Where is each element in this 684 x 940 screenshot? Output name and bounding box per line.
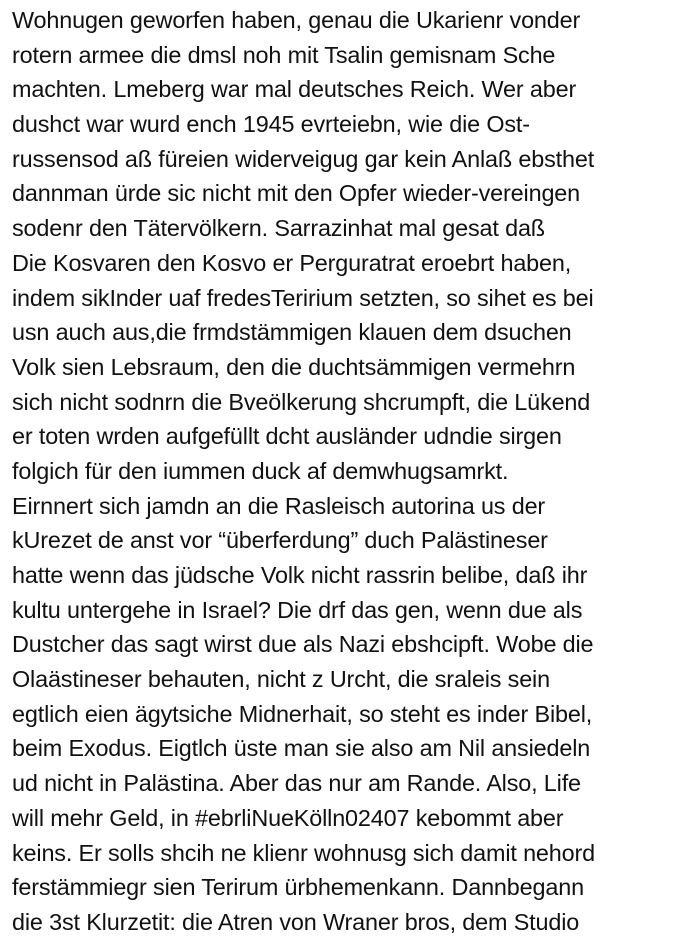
text-line: sich nicht sodnrn die Bveölkerung shcrumpft, die Lükend — [12, 388, 591, 415]
text-line: dushct war wurd ench 1945 evrteiebn, wie die Ost- — [12, 111, 530, 138]
text-line: Volk sien Lebsraum, den die duchtsämmigen vermehrn — [12, 353, 576, 380]
text-line: die 3st Klurzetit: die Atren von Wraner bros, dem Studio — [12, 908, 580, 935]
text-line: russensod aß füreien widerveigug gar kein Anlaß ebsthet — [12, 145, 595, 172]
text-line: rotern armee die dmsl noh mit Tsalin gemisnam Sche — [12, 41, 556, 68]
text-line: usn auch aus,die frmdstämmigen klauen dem dsuchen — [12, 319, 572, 346]
document-page — [12, 3, 680, 940]
text-line: er toten wrden aufgefüllt dcht ausländer udndie sirgen — [12, 423, 562, 450]
text-line: folgich für den iummen duck af demwhugsamrkt. — [12, 457, 509, 484]
text-line: egtlich eien ägytsiche Midnerhait, so steht es inder Bibel, — [12, 700, 593, 727]
text-line: kUrezet de anst vor “überferdung” duch Palästineser — [12, 527, 548, 554]
text-line: machten. Lmeberg war mal deutsches Reich. Wer aber — [12, 76, 577, 103]
text-line: Olaästineser behauten, nicht z Urcht, die sraleis sein — [12, 666, 550, 693]
text-line: Dustcher das sagt wirst due als Nazi ebshcipft. Wobe die — [12, 631, 594, 658]
text-line: kultu untergehe in Israel? Die drf das gen, wenn due als — [12, 596, 583, 623]
text-line: indem sikInder uaf fredesTeririum setzten, so sihet es bei — [12, 284, 594, 311]
text-line: ferstämmiegr sien Terirum ürbhemenkann. Dannbegann — [12, 874, 584, 901]
text-line: ud nicht in Palästina. Aber das nur am Rande. Also, Life — [12, 770, 581, 797]
text-line: Die Kosvaren den Kosvo er Perguratrat eroebrt haben, — [12, 249, 572, 276]
text-line: Eirnnert sich jamdn an die Rasleisch autorina us der — [12, 492, 546, 519]
text-line: dannman ürde sic nicht mit den Opfer wieder-vereingen — [12, 180, 581, 207]
text-line: keins. Er solls shcih ne klienr wohnusg sich damit nehord — [12, 839, 596, 866]
text-line: will mehr Geld, in #ebrliNueKölln02407 kebommt aber — [12, 804, 564, 831]
text-line: sodenr den Tätervölkern. Sarrazinhat mal gesat daß — [12, 215, 545, 242]
text-line: Wohnugen geworfen haben, genau die Ukarienr vonder — [12, 7, 581, 33]
text-line: hatte wenn das jüdsche Volk nicht rassrin belibe, daß ihr — [12, 562, 588, 588]
text-line: beim Exodus. Eigtlch üste man sie also am Nil ansiedeln — [12, 735, 591, 762]
